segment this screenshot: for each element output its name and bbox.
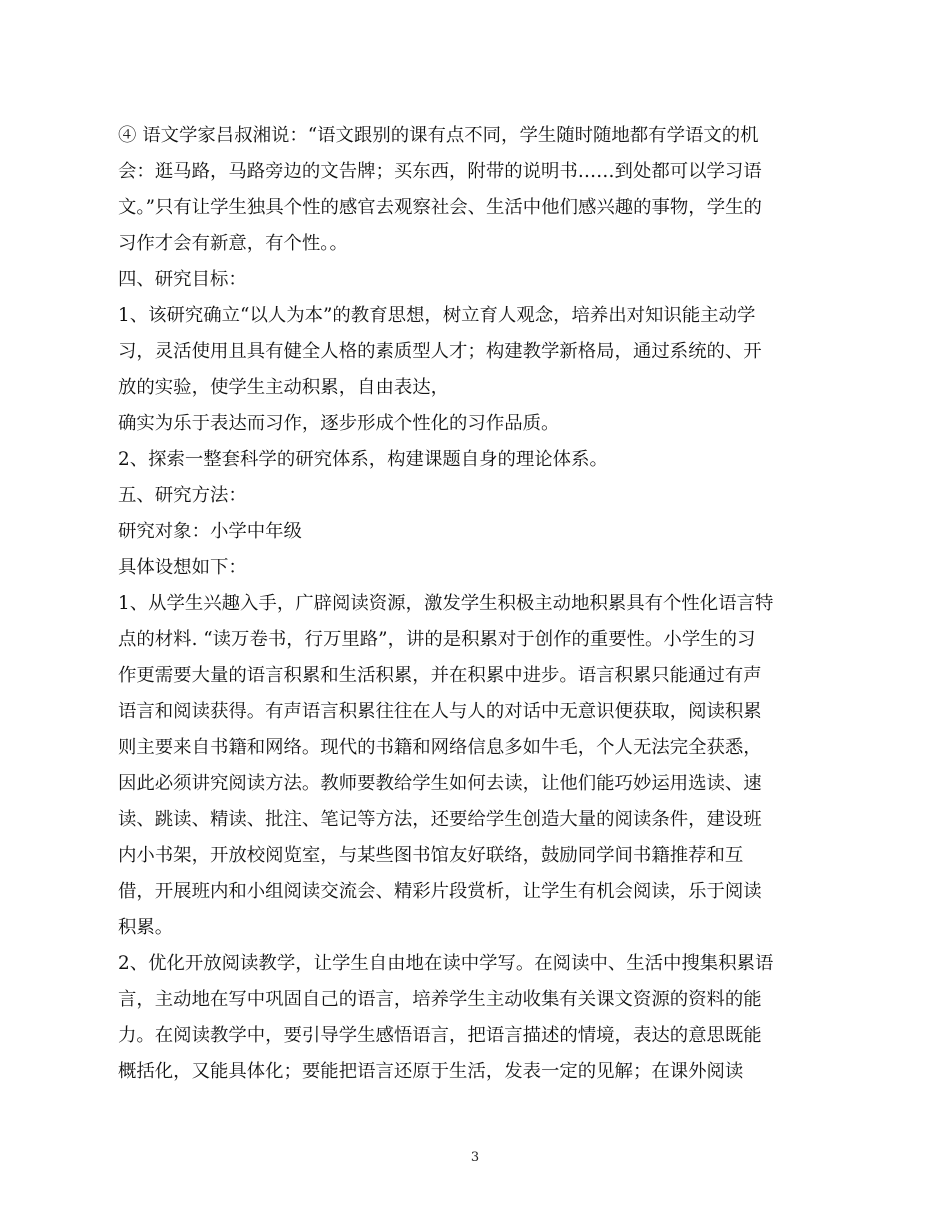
document-body [118, 118, 818, 1090]
text-line: 研究对象：小学中年级 [118, 521, 302, 542]
text-line: 习作才会有新意，有个性。。 [118, 233, 348, 254]
text-line: 2、优化开放阅读教学，让学生自由地在读中学写。在阅读中、生活中搜集积累语 [118, 953, 774, 974]
text-line: 力。在阅读教学中，要引导学生感悟语言，把语言描述的情境，表达的意思既能 [118, 1025, 762, 1046]
text-line: 具体设想如下： [118, 557, 247, 578]
section-heading: 四、研究目标： [118, 269, 247, 290]
text-line: 则主要来自书籍和网络。现代的书籍和网络信息多如牛毛，个人无法完全获悉， [118, 737, 762, 758]
text-line: 积累。 [118, 917, 174, 938]
text-line: 因此必须讲究阅读方法。教师要教给学生如何去读，让他们能巧妙运用选读、速 [118, 773, 762, 794]
text-line: 言，主动地在写中巩固自己的语言，培养学生主动收集有关课文资源的资料的能 [118, 989, 762, 1010]
text-line: 语言和阅读获得。有声语言积累往往在人与人的对话中无意识便获取，阅读积累 [118, 701, 762, 722]
page-number: 3 [470, 1150, 480, 1165]
text-line: 概括化，又能具体化；要能把语言还原于生活，发表一定的见解；在课外阅读 [118, 1061, 744, 1082]
section-heading: 五、研究方法： [118, 485, 247, 506]
text-line: ④ 语文学家吕叔湘说：“语文跟别的课有点不同，学生随时随地都有学语文的机 [118, 125, 759, 146]
text-line: 确实为乐于表达而习作，逐步形成个性化的习作品质。 [118, 413, 560, 434]
text-line: 文。”只有让学生独具个性的感官去观察社会、生活中他们感兴趣的事物，学生的 [118, 197, 762, 218]
text-line: 1、该研究确立“以人为本”的教育思想，树立育人观念，培养出对知识能主动学 [118, 305, 756, 326]
text-line: 习，灵活使用且具有健全人格的素质型人才；构建教学新格局，通过系统的、开 [118, 341, 762, 362]
text-line: 放的实验，使学生主动积累，自由表达， [118, 377, 450, 398]
text-line: 借，开展班内和小组阅读交流会、精彩片段赏析，让学生有机会阅读，乐于阅读 [118, 881, 762, 902]
text-line: 作更需要大量的语言积累和生活积累，并在积累中进步。语言积累只能通过有声 [118, 665, 762, 686]
text-line: 会：逛马路，马路旁边的文告牌；买东西，附带的说明书……到处都可以学习语 [118, 161, 762, 182]
text-line: 1、从学生兴趣入手，广辟阅读资源，激发学生积极主动地积累具有个性化语言特 [118, 593, 774, 614]
text-line: 点的材料. “读万卷书，行万里路”，讲的是积累对于创作的重要性。小学生的习 [118, 629, 756, 650]
text-line: 读、跳读、精读、批注、笔记等方法，还要给学生创造大量的阅读条件，建设班 [118, 809, 762, 830]
text-line: 2、探索一整套科学的研究体系，构建课题自身的理论体系。 [118, 449, 608, 470]
text-line: 内小书架，开放校阅览室，与某些图书馆友好联络，鼓励同学间书籍推荐和互 [118, 845, 744, 866]
